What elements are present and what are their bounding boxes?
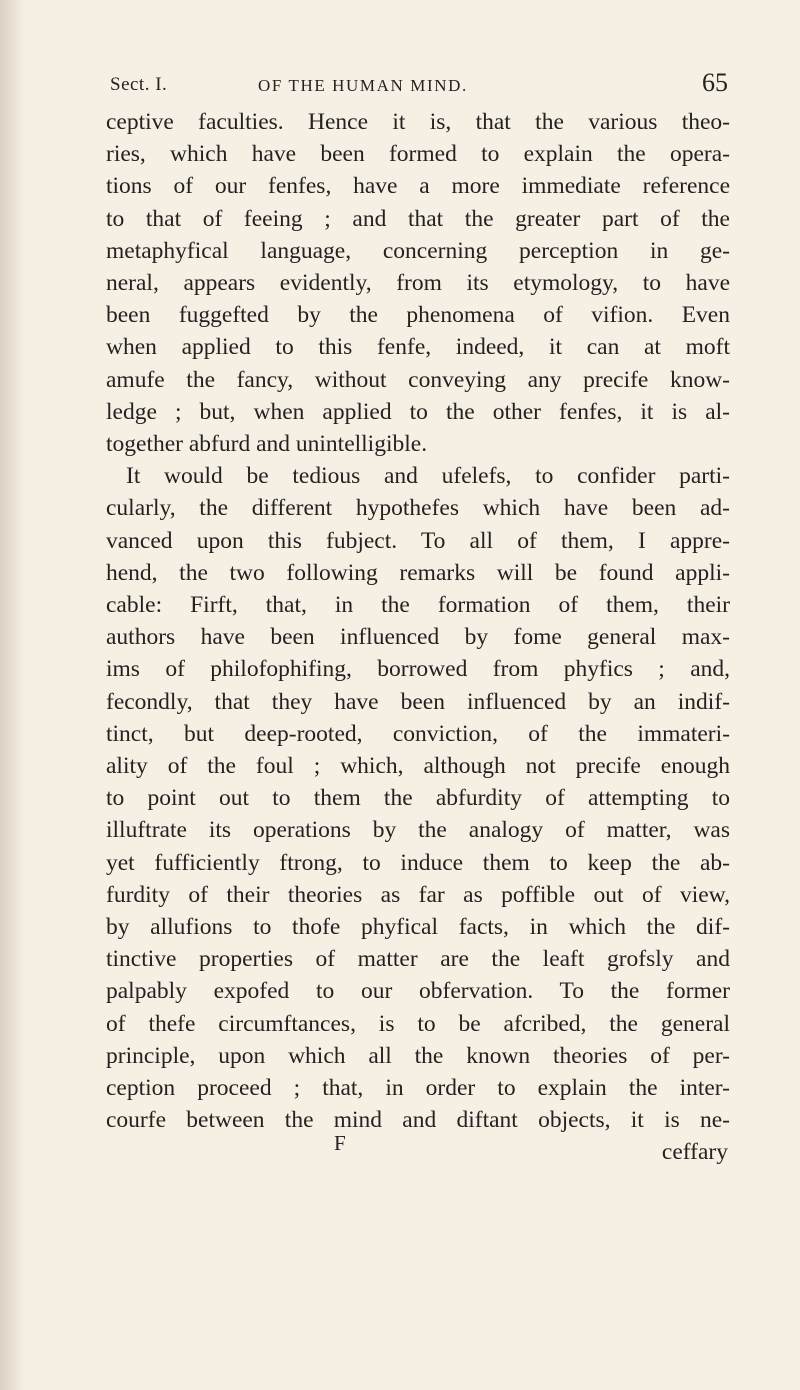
- text-line: furdity of their theories as far as poffible out of view,: [106, 881, 730, 908]
- page-footer: [96, 1130, 730, 1171]
- text-line: tinct, but deep-rooted, conviction, of the immateri-: [106, 720, 730, 747]
- catchword: ceffary: [661, 1138, 728, 1165]
- text-line: courfe between the mind and diftant objects, it is ne-: [106, 1107, 730, 1134]
- page-number: 65: [702, 68, 728, 97]
- text-line: ality of the foul ; which, although not precife enough: [106, 753, 730, 780]
- running-title: OF THE HUMAN MIND.: [258, 76, 468, 95]
- text-line: yet fufficiently ftrong, to induce them to keep the ab-: [106, 849, 730, 876]
- text-line: principle, upon which all the known theories of per-: [106, 1042, 730, 1069]
- text-line: to that of feeing ; and that the greater part of the: [106, 205, 730, 232]
- text-line: ims of philofophifing, borrowed from phyfics ; and,: [106, 656, 730, 683]
- text-line: illuftrate its operations by the analogy of matter, was: [106, 817, 730, 844]
- text-line: amufe the fancy, without conveying any precife know-: [106, 366, 730, 393]
- text-line: ries, which have been formed to explain the opera-: [106, 141, 730, 168]
- signature-mark: F: [334, 1130, 346, 1155]
- text-line: hend, the two following remarks will be found appli-: [106, 559, 730, 586]
- binding-gutter: [0, 0, 26, 1390]
- text-line: authors have been influenced by fome general max-: [106, 624, 730, 651]
- text-line: fecondly, that they have been influenced by an indif-: [106, 688, 730, 715]
- text-line: of thefe circumftances, is to be afcribed, the general: [106, 1010, 730, 1037]
- text-line: neral, appears evidently, from its etymology, to have: [106, 270, 730, 297]
- text-line: vanced upon this fubject. To all of them, I appre-: [106, 527, 730, 554]
- paragraph-start-line: It would be tedious and ufelefs, to confider parti-: [126, 463, 730, 490]
- section-label: Sect. I.: [110, 74, 168, 95]
- text-line: ception proceed ; that, in order to explain the inter-: [106, 1075, 730, 1102]
- book-page: [96, 64, 730, 1171]
- text-line: when applied to this fenfe, indeed, it can at moft: [106, 334, 730, 361]
- text-line: ceptive faculties. Hence it is, that the various theo-: [106, 109, 730, 135]
- text-line: tinctive properties of matter are the leaft grofsly and: [106, 946, 730, 973]
- text-line: to point out to them the abfurdity of attempting to: [106, 785, 730, 812]
- text-line: been fuggefted by the phenomena of vifion. Even: [106, 302, 730, 329]
- text-line: tions of our fenfes, have a more immediate reference: [106, 173, 730, 200]
- text-line: together abfurd and unintelligible.: [106, 431, 428, 458]
- text-line: metaphyfical language, concerning perception in ge-: [106, 237, 730, 264]
- body-text: [96, 106, 730, 1137]
- text-line: ledge ; but, when applied to the other fenfes, it is al-: [106, 398, 730, 425]
- text-line: cularly, the different hypothefes which have been ad-: [106, 495, 730, 522]
- text-line: palpably expofed to our obfervation. To the former: [106, 978, 730, 1005]
- text-line: cable: Firft, that, in the formation of them, their: [106, 592, 730, 619]
- text-line: by allufions to thofe phyfical facts, in which the dif-: [106, 914, 730, 941]
- running-head: [96, 64, 730, 104]
